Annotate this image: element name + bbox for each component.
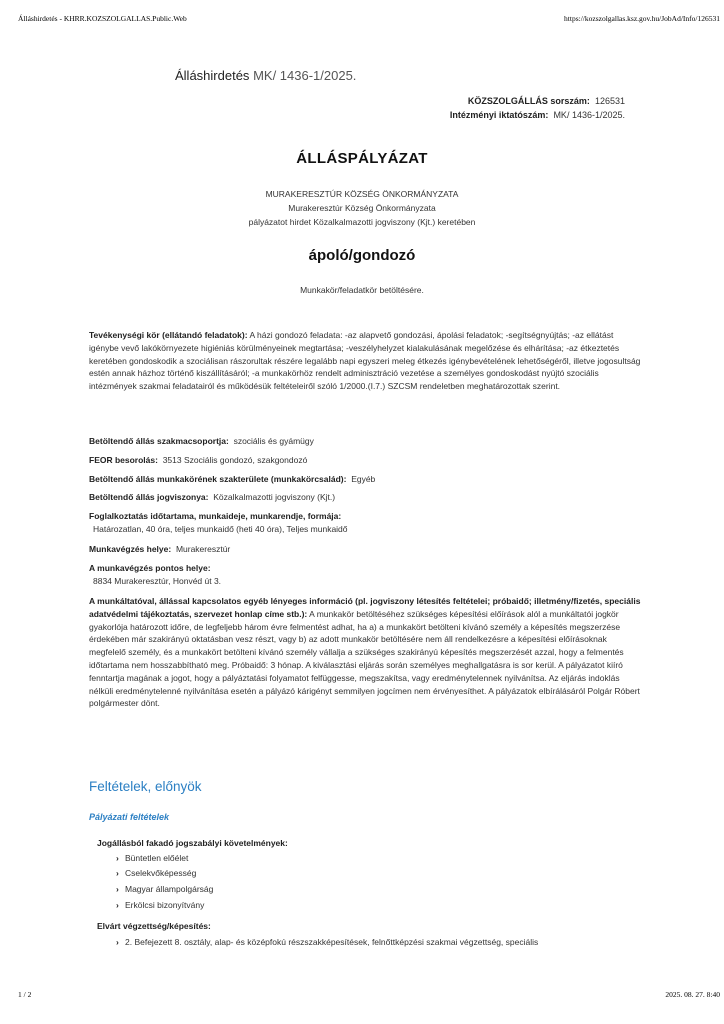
duties-text: A házi gondozó feladata: -az alapvető gondozási, ápolási feladatok; -segítségnyújtás; -az ellátást igénybe vevő lakókörnyezete higiéniás körülményeinek megtartása; -veszélyhelyzet kialakulásának megelőzése és elhárítása; -az étkeztetés keretében gondoskodik a szociálisan rászorultak részére legalább napi egyszeri meleg étkezés igénybevételének lehetőségéről, illetve jogosultság estén annak házhoz történő kiszállításáról; -a munkakörhöz rendelt adminisztráció vezetése a személyes gondoskodást nyújtó szociális intézmények szakmai feladatairól és működésük feltételeiről szóló 1/2000.(I.7.) SZCSM rendeletben meghatározottak szerint. xyxy=(89,330,641,392)
section-conditions-title: Feltételek, előnyök xyxy=(89,779,202,794)
field-employment xyxy=(89,510,644,523)
info-text: A munkakör betöltéséhez szükséges képesítési előírások alól a munkáltatói jogkör gyakorlója határozott időre, de legfeljebb három évre felmentést adhat, ha a) a munkakört betölteni kívánó személy a képesítés megszerzése érdekében már szakirányú oktatásban vesz részt, vagy b) az adott munkakör betöltésére nem áll rendelkezésre a képesítési előírásoknak megfelelő személy, és a munkakört betölteni kívánó személy vállalja a szükséges szakirányú képesítés megszerzését azzal, hogy a felmentés időtartama nem hosszabbítható meg. Próbaidő: 3 hónap. A kiválasztási eljárás során személyes meghallgatásra is sor kerül. A pályázatot kiíró fenntartja magának a jogot, hogy a pályáztatási folyamatot felfüggesse, megszakítsa, vagy eredménytelennek nyilvánítsa. Az eljárás indoklás nélküli eredménytelenné nyilvánítása esetén a pályázó kárigényt semmilyen jogcímen nem érvényesíthet. A pályázatok elbírálásáról Polgár Róbert polgármester dönt. xyxy=(89,608,640,709)
field-feor xyxy=(89,454,644,467)
list-item: › Cselekvőképesség xyxy=(116,868,197,878)
group-label: Betöltendő állás szakmacsoportja: xyxy=(89,436,229,446)
chevron-right-icon: › xyxy=(116,900,119,910)
job-subtitle: Munkakör/feladatkör betöltésére. xyxy=(300,285,424,295)
address-label: A munkavégzés pontos helye: xyxy=(89,563,211,573)
group-value: szociális és gyámügy xyxy=(233,436,314,446)
page-number: 1 / 2 xyxy=(18,990,32,999)
place-value: Murakeresztúr xyxy=(175,544,231,554)
list-item: › Magyar állampolgárság xyxy=(116,884,214,894)
legal-value: Közalkalmazotti jogviszony (Kjt.) xyxy=(213,492,336,502)
employment-value: Határozatlan, 40 óra, teljes munkaidő (heti 40 óra), Teljes munkaidő xyxy=(93,524,348,534)
chevron-right-icon: › xyxy=(116,937,119,947)
feor-value: 3513 Szociális gondozó, szakgondozó xyxy=(162,455,308,465)
org-name-upper: MURAKERESZTÚR KÖZSÉG ÖNKORMÁNYZATA xyxy=(265,189,459,199)
area-value: Egyéb xyxy=(351,474,376,484)
legal-requirements-heading: Jogállásból fakadó jogszabályi követelmények: xyxy=(97,838,288,848)
place-label: Munkavégzés helye: xyxy=(89,544,172,554)
section-conditions-subtitle: Pályázati feltételek xyxy=(89,812,170,822)
serial-label: KÖZSZOLGÁLLÁS sorszám: xyxy=(467,96,590,106)
duties-label: Tevékenységi kör (ellátandó feladatok): xyxy=(89,330,248,340)
announce-text: pályázatot hirdet Közalkalmazotti jogviszony (Kjt.) keretében xyxy=(248,217,476,227)
serial-value: 126531 xyxy=(594,96,625,106)
print-header-url: https://kozszolgallas.ksz.gov.hu/JobAd/Info/126531 xyxy=(564,14,720,23)
print-timestamp: 2025. 08. 27. 8:40 xyxy=(665,990,720,999)
list-item: › Büntetlen előélet xyxy=(116,853,189,863)
ad-title-label: Álláshirdetés xyxy=(175,68,250,83)
page-title: ÁLLÁSPÁLYÁZAT xyxy=(296,150,428,167)
list-item: › 2. Befejezett 8. osztály, alap- és középfokú részszakképesítések, felnőttképzési szakmai végzettség, speciális xyxy=(116,937,539,947)
print-header-title: Álláshirdetés - KHRR.KOZSZOLGALLAS.Public.Web xyxy=(18,14,187,23)
feor-label: FEOR besorolás: xyxy=(89,455,158,465)
area-label: Betöltendő állás munkakörének szakterülete (munkakörcsalád): xyxy=(89,474,347,484)
field-place xyxy=(89,543,644,556)
duties-block xyxy=(89,329,644,393)
field-group xyxy=(89,435,644,448)
chevron-right-icon: › xyxy=(116,853,119,863)
field-legal xyxy=(89,491,644,504)
ad-title-number: MK/ 1436-1/2025. xyxy=(253,68,357,83)
ad-title xyxy=(175,68,356,83)
legal-label: Betöltendő állás jogviszonya: xyxy=(89,492,209,502)
chevron-right-icon: › xyxy=(116,884,119,894)
info-block xyxy=(89,595,644,710)
serial-number xyxy=(468,96,625,106)
education-heading: Elvárt végzettség/képesítés: xyxy=(97,921,211,931)
job-title: ápoló/gondozó xyxy=(308,247,416,264)
filing-label: Intézményi iktatószám: xyxy=(449,110,549,120)
employment-label: Foglalkoztatás időtartama, munkaideje, munkarendje, formája: xyxy=(89,511,342,521)
filing-value: MK/ 1436-1/2025. xyxy=(553,110,625,120)
address-value: 8834 Murakeresztúr, Honvéd út 3. xyxy=(93,576,222,586)
info-label: A munkáltatóval, állással kapcsolatos egyéb lényeges információ (pl. jogviszony létesítés feltételei; próbaidő; illetmény/fizetés, speciális adatvédelmi tájékoztatás, szervezet honlap címe stb.): xyxy=(89,596,641,619)
list-item: › Erkölcsi bizonyítvány xyxy=(116,900,205,910)
field-area xyxy=(89,473,644,486)
filing-number xyxy=(450,110,625,120)
field-address xyxy=(89,562,644,575)
chevron-right-icon: › xyxy=(116,868,119,878)
org-name: Murakeresztúr Község Önkormányzata xyxy=(288,203,436,213)
